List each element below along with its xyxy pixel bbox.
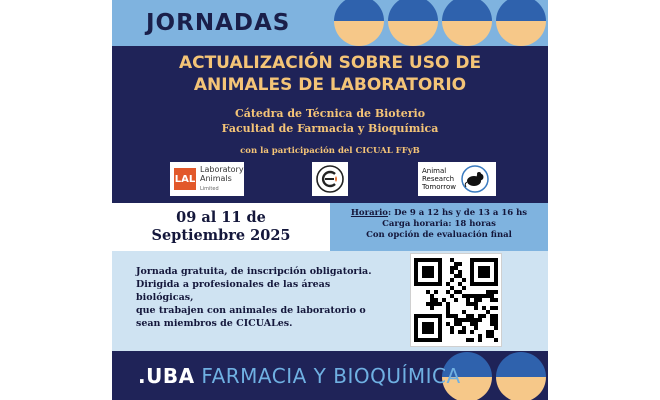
headline [112,52,548,96]
poster-panel [112,0,548,400]
evaluation-line: Con opción de evaluación final [366,230,512,240]
qr-code[interactable] [410,253,502,347]
organizer-line-1: Cátedra de Técnica de Bioterio [234,107,426,120]
lal-line-3: Limited [200,185,219,192]
description-line-3: que trabajen con animales de laboratorio o [136,305,366,316]
lal-line-1: Laboratory [200,164,244,174]
description [136,265,386,330]
art-logo [418,162,496,196]
title-box [112,0,328,46]
decorative-circle [388,0,438,46]
description-line-2: Dirigida a profesionales de las áreas biológicas, [136,279,331,303]
decorative-circle [442,0,492,46]
date-line-2: Septiembre 2025 [151,227,291,244]
decorative-circle [334,0,384,46]
lower-section [112,251,548,351]
description-line-1: Jornada gratuita, de inscripción obligatoria. [136,266,372,277]
schedule-label: Horario [350,208,388,218]
art-line-3: Tomorrow [422,183,456,191]
lal-logo-text [200,165,244,194]
date-box [112,203,330,251]
cicual-emblem-icon [315,164,345,194]
lal-logo [170,162,244,196]
footer-brand [138,364,461,388]
cicual-logo [312,162,348,196]
headline-line-2: ANIMALES DE LABORATORIO [193,75,467,95]
schedule-line [330,208,548,219]
participation-text: con la participación del CICUAL FFyB [240,146,420,156]
top-bar [112,0,548,46]
art-logo-text [422,167,456,191]
description-line-4: sean miembros de CICUALes. [136,318,293,329]
art-line-2: Research [422,175,455,183]
qr-code-icon[interactable] [414,258,498,342]
date-line-1: 09 al 11 de [176,209,266,226]
lal-logo-icon: LAL [174,168,196,190]
headline-line-1: ACTUALIZACIÓN SOBRE USO DE [178,53,482,73]
organizer [112,106,548,136]
decorative-circle [496,352,546,400]
info-box [330,203,548,251]
brand-uba: .UBA [138,364,195,388]
mouse-icon [460,164,490,194]
load-line: Carga horaria: 18 horas [382,219,496,229]
schedule-value: : De 9 a 12 hs y de 13 a 16 hs [387,208,528,218]
page-title: JORNADAS [146,10,291,36]
decorative-circle [496,0,546,46]
lal-line-2: Animals [200,173,232,183]
organizer-line-2: Facultad de Farmacia y Bioquímica [221,122,439,135]
brand-faculty: FARMACIA Y BIOQUÍMICA [201,364,461,388]
art-line-1: Animal [422,167,447,175]
